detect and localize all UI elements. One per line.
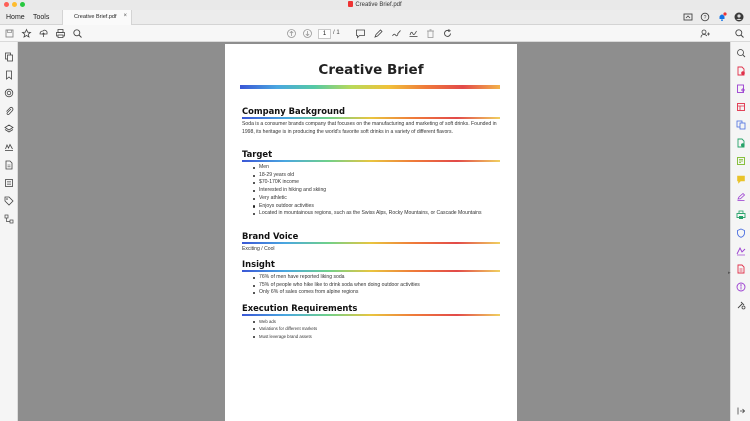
share-link-icon[interactable]: [700, 28, 711, 39]
notification-bell-icon[interactable]: [717, 12, 727, 22]
search-icon[interactable]: [734, 28, 745, 39]
section-heading: Brand Voice: [242, 231, 299, 241]
list-item: $70-170K income: [242, 179, 500, 187]
list-item: 76% of men have reported liking soda: [242, 274, 500, 282]
zoom-icon[interactable]: [72, 28, 83, 39]
document-canvas: [18, 42, 730, 421]
combine-files-icon[interactable]: [736, 120, 746, 130]
export-pdf-icon[interactable]: [736, 66, 746, 76]
draw-icon[interactable]: [391, 28, 402, 39]
bookmarks-icon[interactable]: [4, 70, 14, 80]
main-toolbar: [0, 25, 750, 42]
list-item: Located in mountainous regions, such as the Swiss Alps, Rocky Mountains, or Cascade Mountains: [242, 210, 500, 218]
list-item: Men: [242, 164, 500, 172]
upload-icon[interactable]: [38, 28, 49, 39]
section-divider: [242, 270, 500, 272]
print-icon[interactable]: [55, 28, 66, 39]
section-heading: Execution Requirements: [242, 303, 358, 313]
collapse-panel-icon[interactable]: [736, 406, 746, 416]
signatures-icon[interactable]: [4, 142, 14, 152]
more-tools-icon[interactable]: [736, 300, 746, 310]
request-signature-icon[interactable]: [736, 246, 746, 256]
pdf-page: [225, 44, 517, 421]
document-title: Creative Brief: [318, 62, 424, 78]
export-icon[interactable]: [736, 156, 746, 166]
file-icon[interactable]: [4, 160, 14, 170]
tab-home[interactable]: Home: [6, 14, 25, 21]
delete-icon[interactable]: [425, 28, 436, 39]
page-total: / 1: [333, 30, 340, 36]
comment-icon[interactable]: [355, 28, 366, 39]
list-item: Enjoys outdoor activities: [242, 203, 500, 211]
attachments-icon[interactable]: [4, 106, 14, 116]
right-tools-panel: [730, 42, 750, 421]
list-item: 18-29 years old: [242, 172, 500, 180]
tag-icon[interactable]: [4, 196, 14, 206]
sign-icon[interactable]: [408, 28, 419, 39]
zoom-tool-icon[interactable]: [736, 48, 746, 58]
section-divider: [242, 314, 500, 316]
section-divider: [242, 242, 500, 244]
collapse-right-panel-icon[interactable]: ▸: [728, 270, 731, 276]
section-divider: [242, 160, 500, 162]
save-icon[interactable]: [4, 28, 15, 39]
section-brand-voice: [242, 231, 500, 254]
section-divider: [242, 117, 500, 119]
title-bar: [0, 0, 750, 10]
compress-icon[interactable]: [736, 264, 746, 274]
section-company-background: [242, 106, 500, 136]
target-list: [242, 164, 500, 218]
organize-pages-icon[interactable]: [736, 138, 746, 148]
requirements-list: [242, 318, 500, 340]
top-right-icons: [683, 12, 744, 22]
list-item: 75% of people who hike like to drink soda when doing outdoor activities: [242, 282, 500, 290]
title-divider: [240, 85, 500, 89]
svg-text:?: ?: [703, 15, 707, 21]
accessibility-icon[interactable]: [736, 282, 746, 292]
pdf-file-icon: [348, 1, 353, 7]
comment-tool-icon[interactable]: [736, 174, 746, 184]
list-item: Very athletic: [242, 195, 500, 203]
edit-pdf-icon[interactable]: [736, 102, 746, 112]
list-item: Web ads: [242, 318, 500, 325]
section-heading: Insight: [242, 259, 275, 269]
highlight-pen-icon[interactable]: [373, 28, 384, 39]
create-pdf-icon[interactable]: [736, 84, 746, 94]
section-target: [242, 149, 500, 218]
section-paragraph: Exciting / Cool: [242, 246, 275, 252]
tab-document[interactable]: [62, 10, 132, 25]
help-icon[interactable]: [700, 12, 710, 22]
print-production-icon[interactable]: [736, 210, 746, 220]
stack-icon[interactable]: [4, 124, 14, 134]
section-paragraph: Soda is a consumer brands company that focuses on the manufacturing and marketing of soft drinks. Founded in 1998, its heritage is in producing the world's favorite soft drinks in a variety of different flavors.: [242, 121, 497, 135]
screen-icon[interactable]: [683, 12, 693, 22]
section-execution-requirements: [242, 303, 500, 340]
bookmark-star-icon[interactable]: [21, 28, 32, 39]
list-item: Must leverage brand assets: [242, 333, 500, 340]
fields-icon[interactable]: [4, 178, 14, 188]
pages-icon[interactable]: [4, 52, 14, 62]
protect-icon[interactable]: [736, 228, 746, 238]
section-heading: Target: [242, 149, 273, 159]
tab-tools[interactable]: Tools: [33, 14, 50, 21]
page-up-icon[interactable]: [286, 28, 297, 39]
fill-sign-icon[interactable]: [736, 192, 746, 202]
insight-list: [242, 274, 500, 297]
list-item: Variations for different markets: [242, 325, 500, 332]
tab-document-label: Creative Brief.pdf: [74, 14, 117, 20]
list-item: Only 6% of sales comes from alpine regions: [242, 289, 500, 297]
layers-icon[interactable]: [4, 88, 14, 98]
section-insight: [242, 259, 500, 297]
rotate-icon[interactable]: [442, 28, 453, 39]
window-title: [0, 1, 750, 9]
account-avatar-icon[interactable]: [734, 12, 744, 22]
tab-close-icon[interactable]: ×: [123, 13, 127, 19]
tab-bar: [0, 10, 750, 25]
page-number-input[interactable]: 1: [318, 29, 331, 39]
section-heading: Company Background: [242, 106, 345, 116]
structure-icon[interactable]: [4, 214, 14, 224]
left-navigation-panel: [0, 42, 18, 421]
window-title-text: Creative Brief.pdf: [355, 2, 402, 8]
list-item: Interested in hiking and skiing: [242, 187, 500, 195]
page-down-icon[interactable]: [302, 28, 313, 39]
